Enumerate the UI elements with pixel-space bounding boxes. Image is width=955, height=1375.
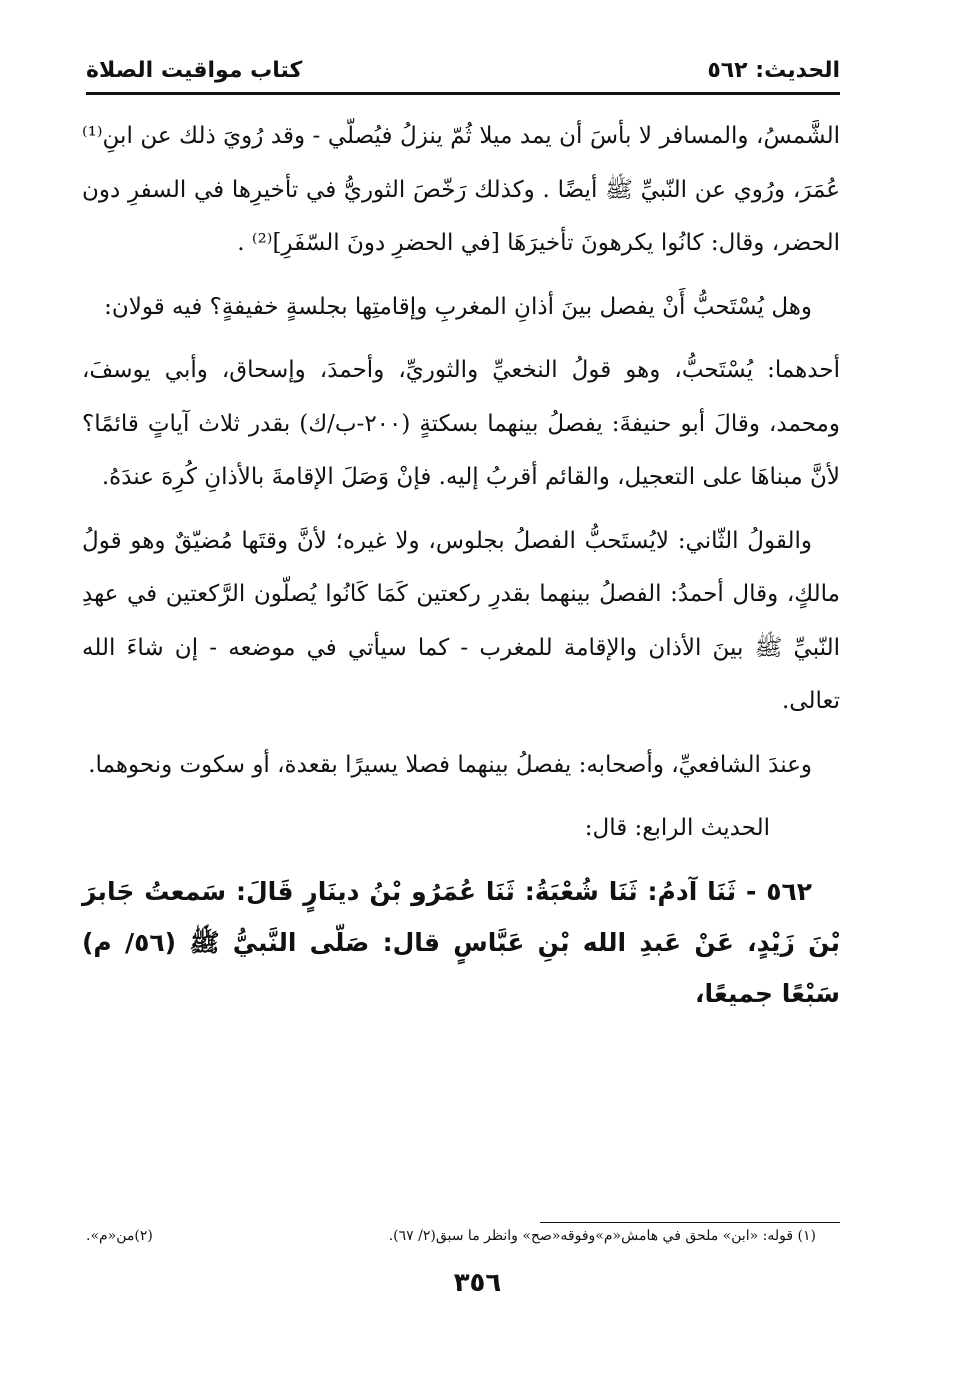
- hadith-text: ٥٦٢ - ثَنَا آدمُ: ثَنَا شُعْبَةُ: ثَنَا عُمَرُو بْنُ دينَارٍ قَالَ: سَمعتُ جَابرَ بْنَ زَيْدٍ، عَنْ عَبدِ الله بْنِ عَبَّاسٍ قال: صَلّى النَّبيُّ ﷺ (٥٦/ م) سَبْعًا جميعًا،: [82, 876, 840, 1008]
- paragraph-2: وهل يُسْتَحبُّ أَنْ يفصل بينَ أذانِ المغربِ وإقامتِها بجلسةٍ خفيفةٍ؟ فيه قولان:: [104, 293, 812, 320]
- footnote-rule: [540, 1222, 840, 1223]
- hadith-number-label: الحديث: ٥٦٢: [707, 58, 840, 83]
- footnote-1: (١) قوله: «ابن» ملحق في هامش«م»وفوقه«صح» وانظر ما سبق(٢/ ٦٧).: [388, 1228, 816, 1244]
- main-text: [82, 110, 840, 1029]
- paragraph-1: الشَّمسُ، والمسافر لا بأسَ أن يمد ميلا ثُمّ ينزلُ فيُصلّي - وقد رُويَ ذلك عن ابنِ⁽¹⁾ عُمَرَ، ورُوي عن النّبيِّ ﷺ أيضًا . وكذلك رَخّصَ الثوريُّ في تأخيرِها في السفرِ دون الحضر، وقال: كانُوا يكرهونَ تأخيرَهَا [في الحضرِ دونَ السّفَرِ]⁽²⁾ .: [82, 123, 840, 256]
- paragraph-4: والقولُ الثّاني: لايُستَحبُّ الفصلُ بجلوس، ولا غيره؛ لأنَّ وقتَها مُضيّقٌ وهو قولُ مالكٍ، وقال أحمدُ: الفصلُ بينهما بقدرِ ركعتين كَمَا كَانُوا يُصلّون الرَّكعتين في عهدِ النّبيِّ ﷺ بينَ الأذان والإقامة للمغرب - كما سيأتي في موضعه - إن شاءَ الله تعالى.: [82, 527, 840, 714]
- section-heading: الحديث الرابع: قال:: [584, 815, 770, 841]
- footnote-2: (٢)من«م».: [86, 1228, 153, 1244]
- paragraph-5: وعندَ الشافعيِّ، وأصحابه: يفصلُ بينهما فصلا يسيرًا بقعدة، أو سكوت ونحوهما.: [88, 751, 812, 778]
- footnotes: [86, 1226, 816, 1246]
- running-header: [86, 58, 840, 92]
- paragraph-3: أحدهما: يُسْتَحبُّ، وهو قولُ النخعيِّ والثوريِّ، وأحمدَ، وإسحاق، وأبي يوسفَ، ومحمد، وقالَ أبو حنيفةَ: يفصلُ بينهما بسكتةٍ (٢٠٠-ب/ك) بقدر ثلاث آياتٍ قائمًا؟ لأنَّ مبناهَا على التعجيل، والقائم أقربُ إليه. فإنْ وَصَلَ الإقامةَ بالأذانِ كُرِهَ عندَهُ.: [82, 357, 840, 490]
- header-rule: [86, 92, 840, 95]
- book-title: كتاب مواقيت الصلاة: [86, 58, 303, 83]
- page-number: ٣٥٦: [453, 1268, 502, 1298]
